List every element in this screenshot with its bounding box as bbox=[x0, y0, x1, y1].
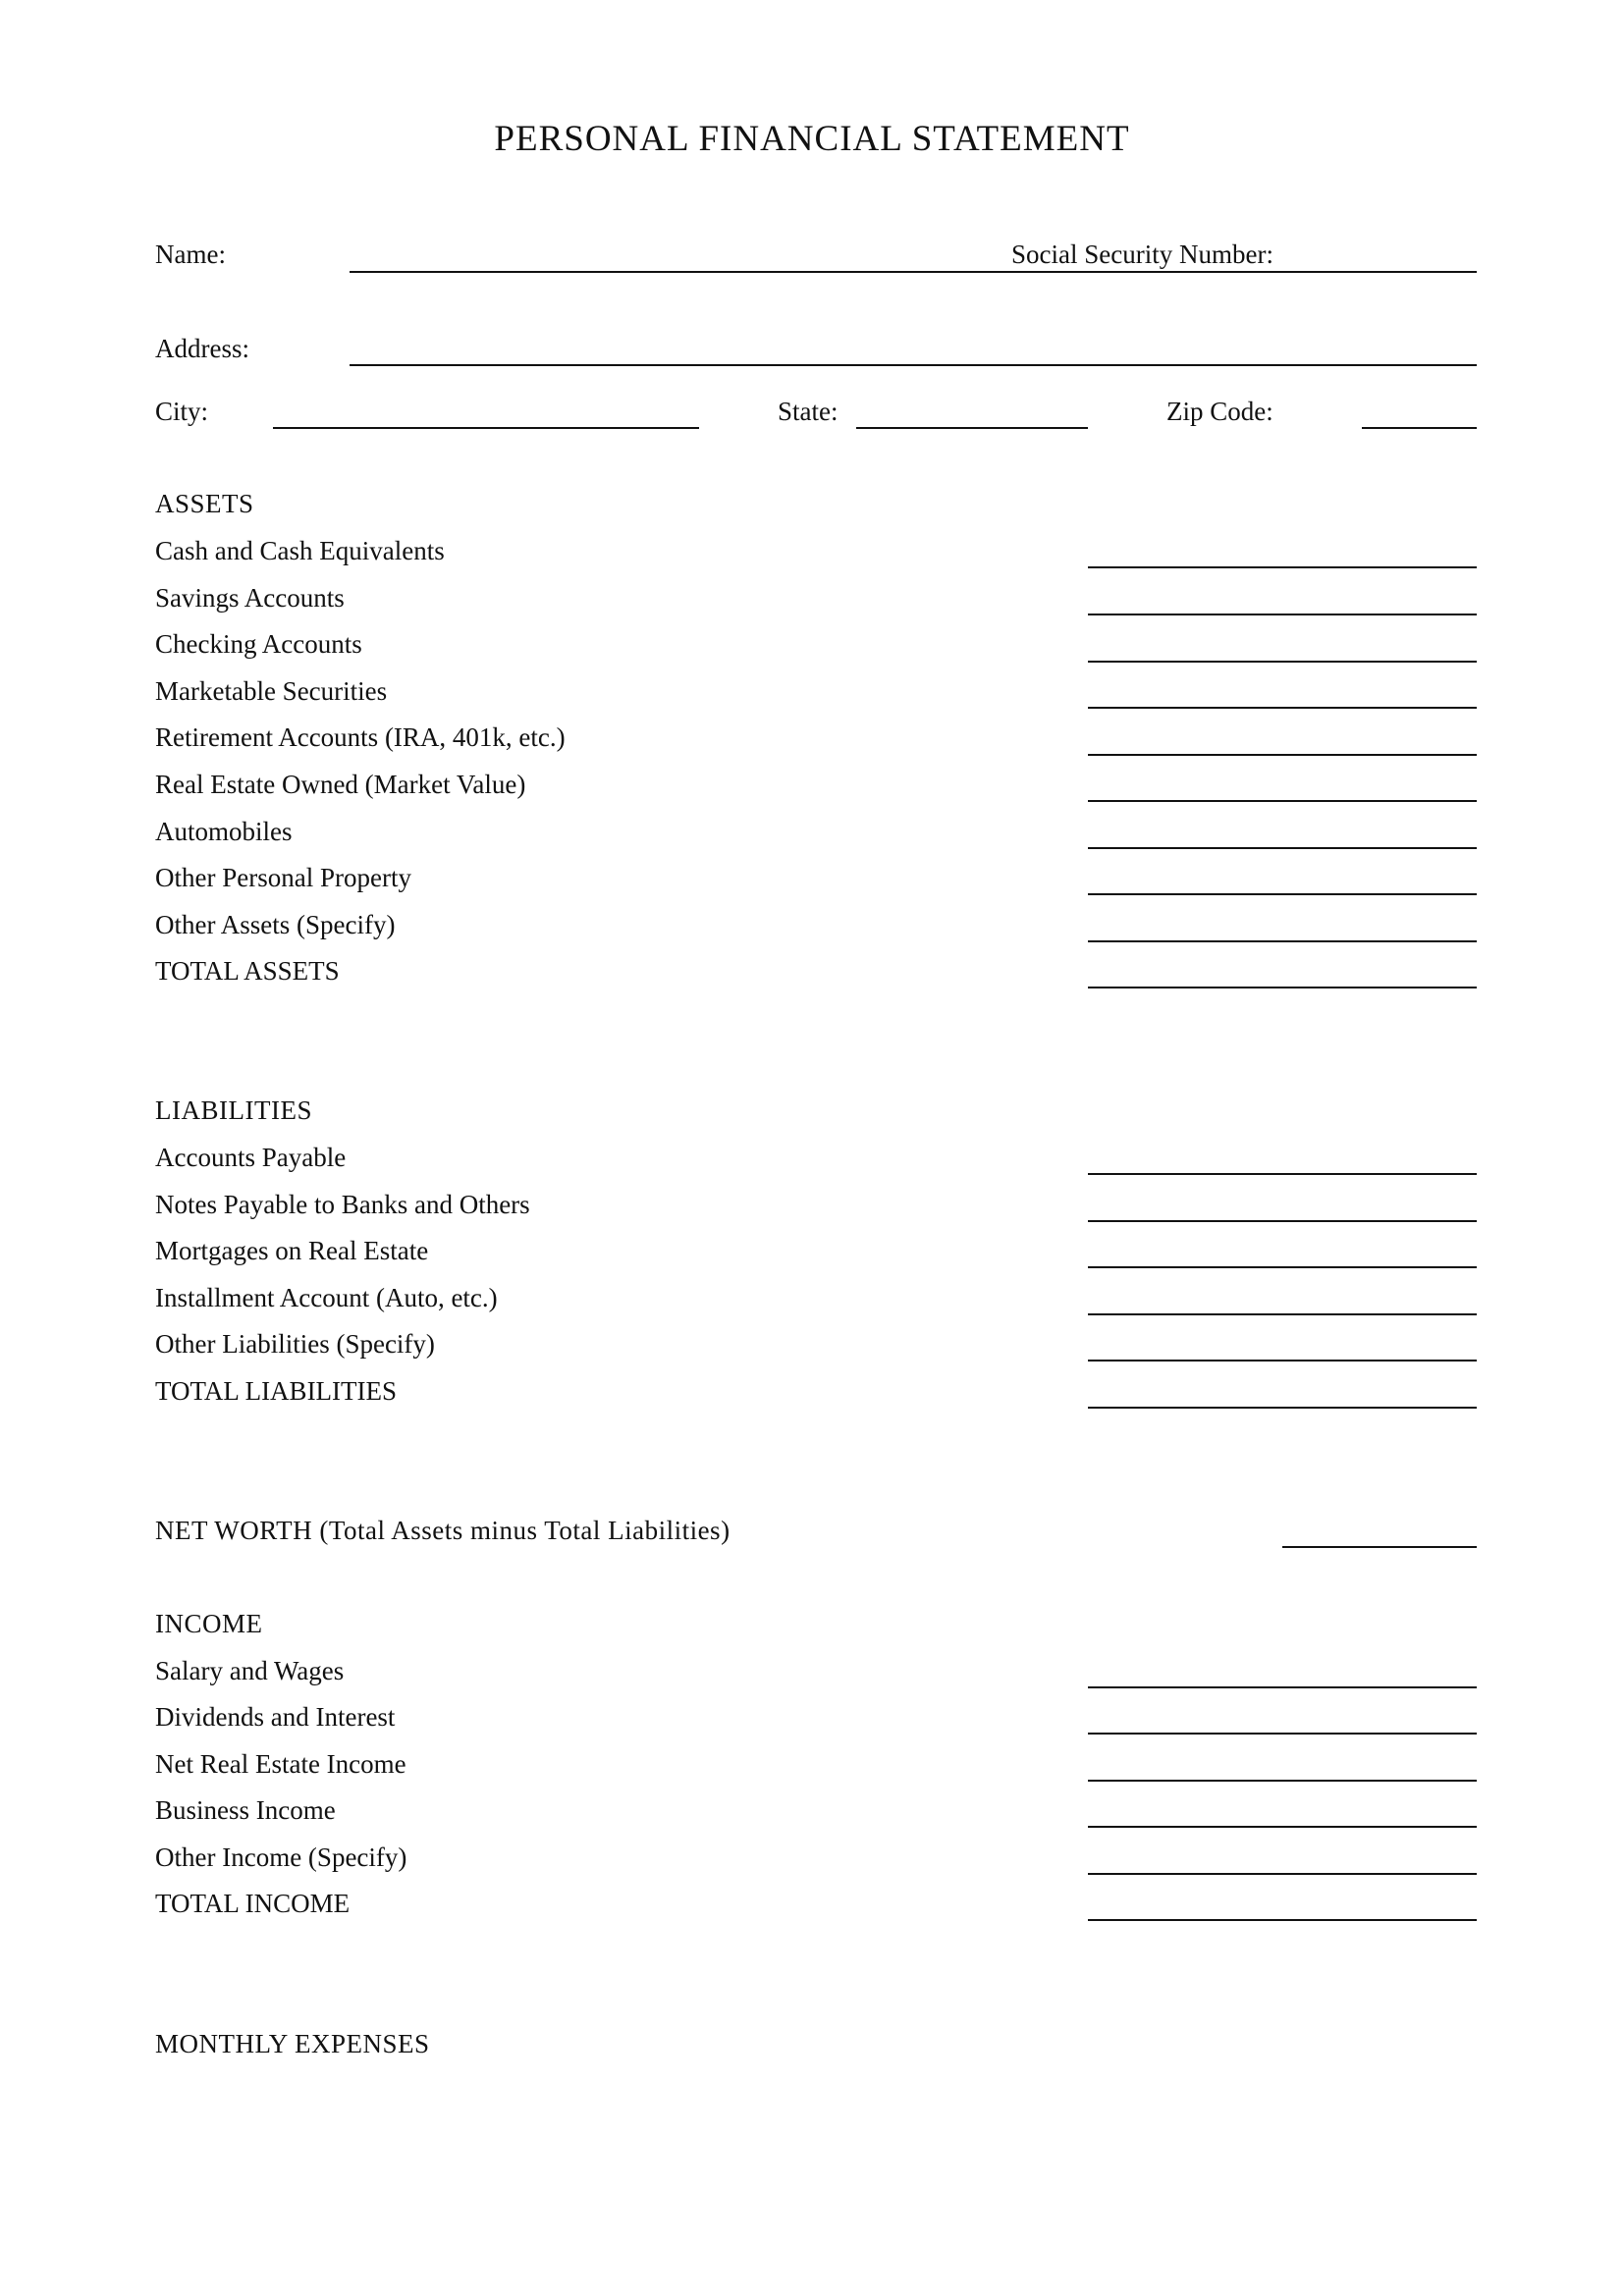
liability-field[interactable] bbox=[1088, 1173, 1477, 1175]
asset-field[interactable] bbox=[1088, 800, 1477, 802]
income-field[interactable] bbox=[1088, 1733, 1477, 1735]
city-field[interactable] bbox=[273, 427, 699, 429]
liability-field[interactable] bbox=[1088, 1220, 1477, 1222]
asset-label: Marketable Securities bbox=[155, 676, 388, 706]
asset-label: Other Personal Property bbox=[155, 863, 411, 892]
liability-field[interactable] bbox=[1088, 1266, 1477, 1268]
asset-field[interactable] bbox=[1088, 566, 1477, 568]
liability-field[interactable] bbox=[1088, 1313, 1477, 1315]
asset-field[interactable] bbox=[1088, 940, 1477, 942]
net-worth-label: NET WORTH (Total Assets minus Total Liabilities) bbox=[155, 1516, 731, 1545]
liability-label: Other Liabilities (Specify) bbox=[155, 1329, 435, 1359]
monthly-expenses-heading: MONTHLY EXPENSES bbox=[155, 2029, 430, 2058]
income-heading: INCOME bbox=[155, 1609, 263, 1638]
asset-label: Checking Accounts bbox=[155, 629, 362, 659]
asset-field[interactable] bbox=[1088, 847, 1477, 849]
income-label: Salary and Wages bbox=[155, 1656, 345, 1685]
address-label: Address: bbox=[155, 334, 249, 363]
total-income-field[interactable] bbox=[1088, 1919, 1477, 1921]
asset-label: Retirement Accounts (IRA, 401k, etc.) bbox=[155, 722, 566, 752]
income-label: Net Real Estate Income bbox=[155, 1749, 406, 1779]
liability-label: Notes Payable to Banks and Others bbox=[155, 1190, 530, 1219]
total-liabilities-label: TOTAL LIABILITIES bbox=[155, 1376, 398, 1406]
asset-field[interactable] bbox=[1088, 893, 1477, 895]
asset-label: Other Assets (Specify) bbox=[155, 910, 396, 939]
total-liabilities-field[interactable] bbox=[1088, 1407, 1477, 1409]
income-label: Dividends and Interest bbox=[155, 1702, 396, 1732]
asset-field[interactable] bbox=[1088, 661, 1477, 663]
name-field[interactable] bbox=[350, 271, 1477, 273]
assets-heading: ASSETS bbox=[155, 489, 254, 518]
zip-field[interactable] bbox=[1362, 427, 1477, 429]
income-label: Other Income (Specify) bbox=[155, 1842, 407, 1872]
zip-label: Zip Code: bbox=[1166, 397, 1273, 426]
total-income-label: TOTAL INCOME bbox=[155, 1889, 351, 1918]
asset-label: Cash and Cash Equivalents bbox=[155, 536, 445, 565]
asset-field[interactable] bbox=[1088, 614, 1477, 615]
income-field[interactable] bbox=[1088, 1686, 1477, 1688]
liabilities-heading: LIABILITIES bbox=[155, 1095, 312, 1125]
income-field[interactable] bbox=[1088, 1873, 1477, 1875]
asset-field[interactable] bbox=[1088, 754, 1477, 756]
net-worth-field[interactable] bbox=[1282, 1546, 1477, 1548]
total-assets-label: TOTAL ASSETS bbox=[155, 956, 340, 986]
name-label: Name: bbox=[155, 240, 226, 269]
liability-label: Accounts Payable bbox=[155, 1143, 347, 1172]
address-field[interactable] bbox=[350, 364, 1477, 366]
asset-label: Automobiles bbox=[155, 817, 293, 846]
state-label: State: bbox=[778, 397, 839, 426]
state-field[interactable] bbox=[856, 427, 1088, 429]
city-label: City: bbox=[155, 397, 209, 426]
liability-label: Installment Account (Auto, etc.) bbox=[155, 1283, 498, 1312]
page-title: PERSONAL FINANCIAL STATEMENT bbox=[494, 119, 1130, 159]
income-label: Business Income bbox=[155, 1795, 336, 1825]
total-assets-field[interactable] bbox=[1088, 987, 1477, 988]
liability-label: Mortgages on Real Estate bbox=[155, 1236, 429, 1265]
asset-field[interactable] bbox=[1088, 707, 1477, 709]
income-field[interactable] bbox=[1088, 1780, 1477, 1782]
asset-label: Real Estate Owned (Market Value) bbox=[155, 770, 526, 799]
ssn-label: Social Security Number: bbox=[1011, 239, 1277, 270]
income-field[interactable] bbox=[1088, 1826, 1477, 1828]
liability-field[interactable] bbox=[1088, 1360, 1477, 1362]
asset-label: Savings Accounts bbox=[155, 583, 345, 613]
